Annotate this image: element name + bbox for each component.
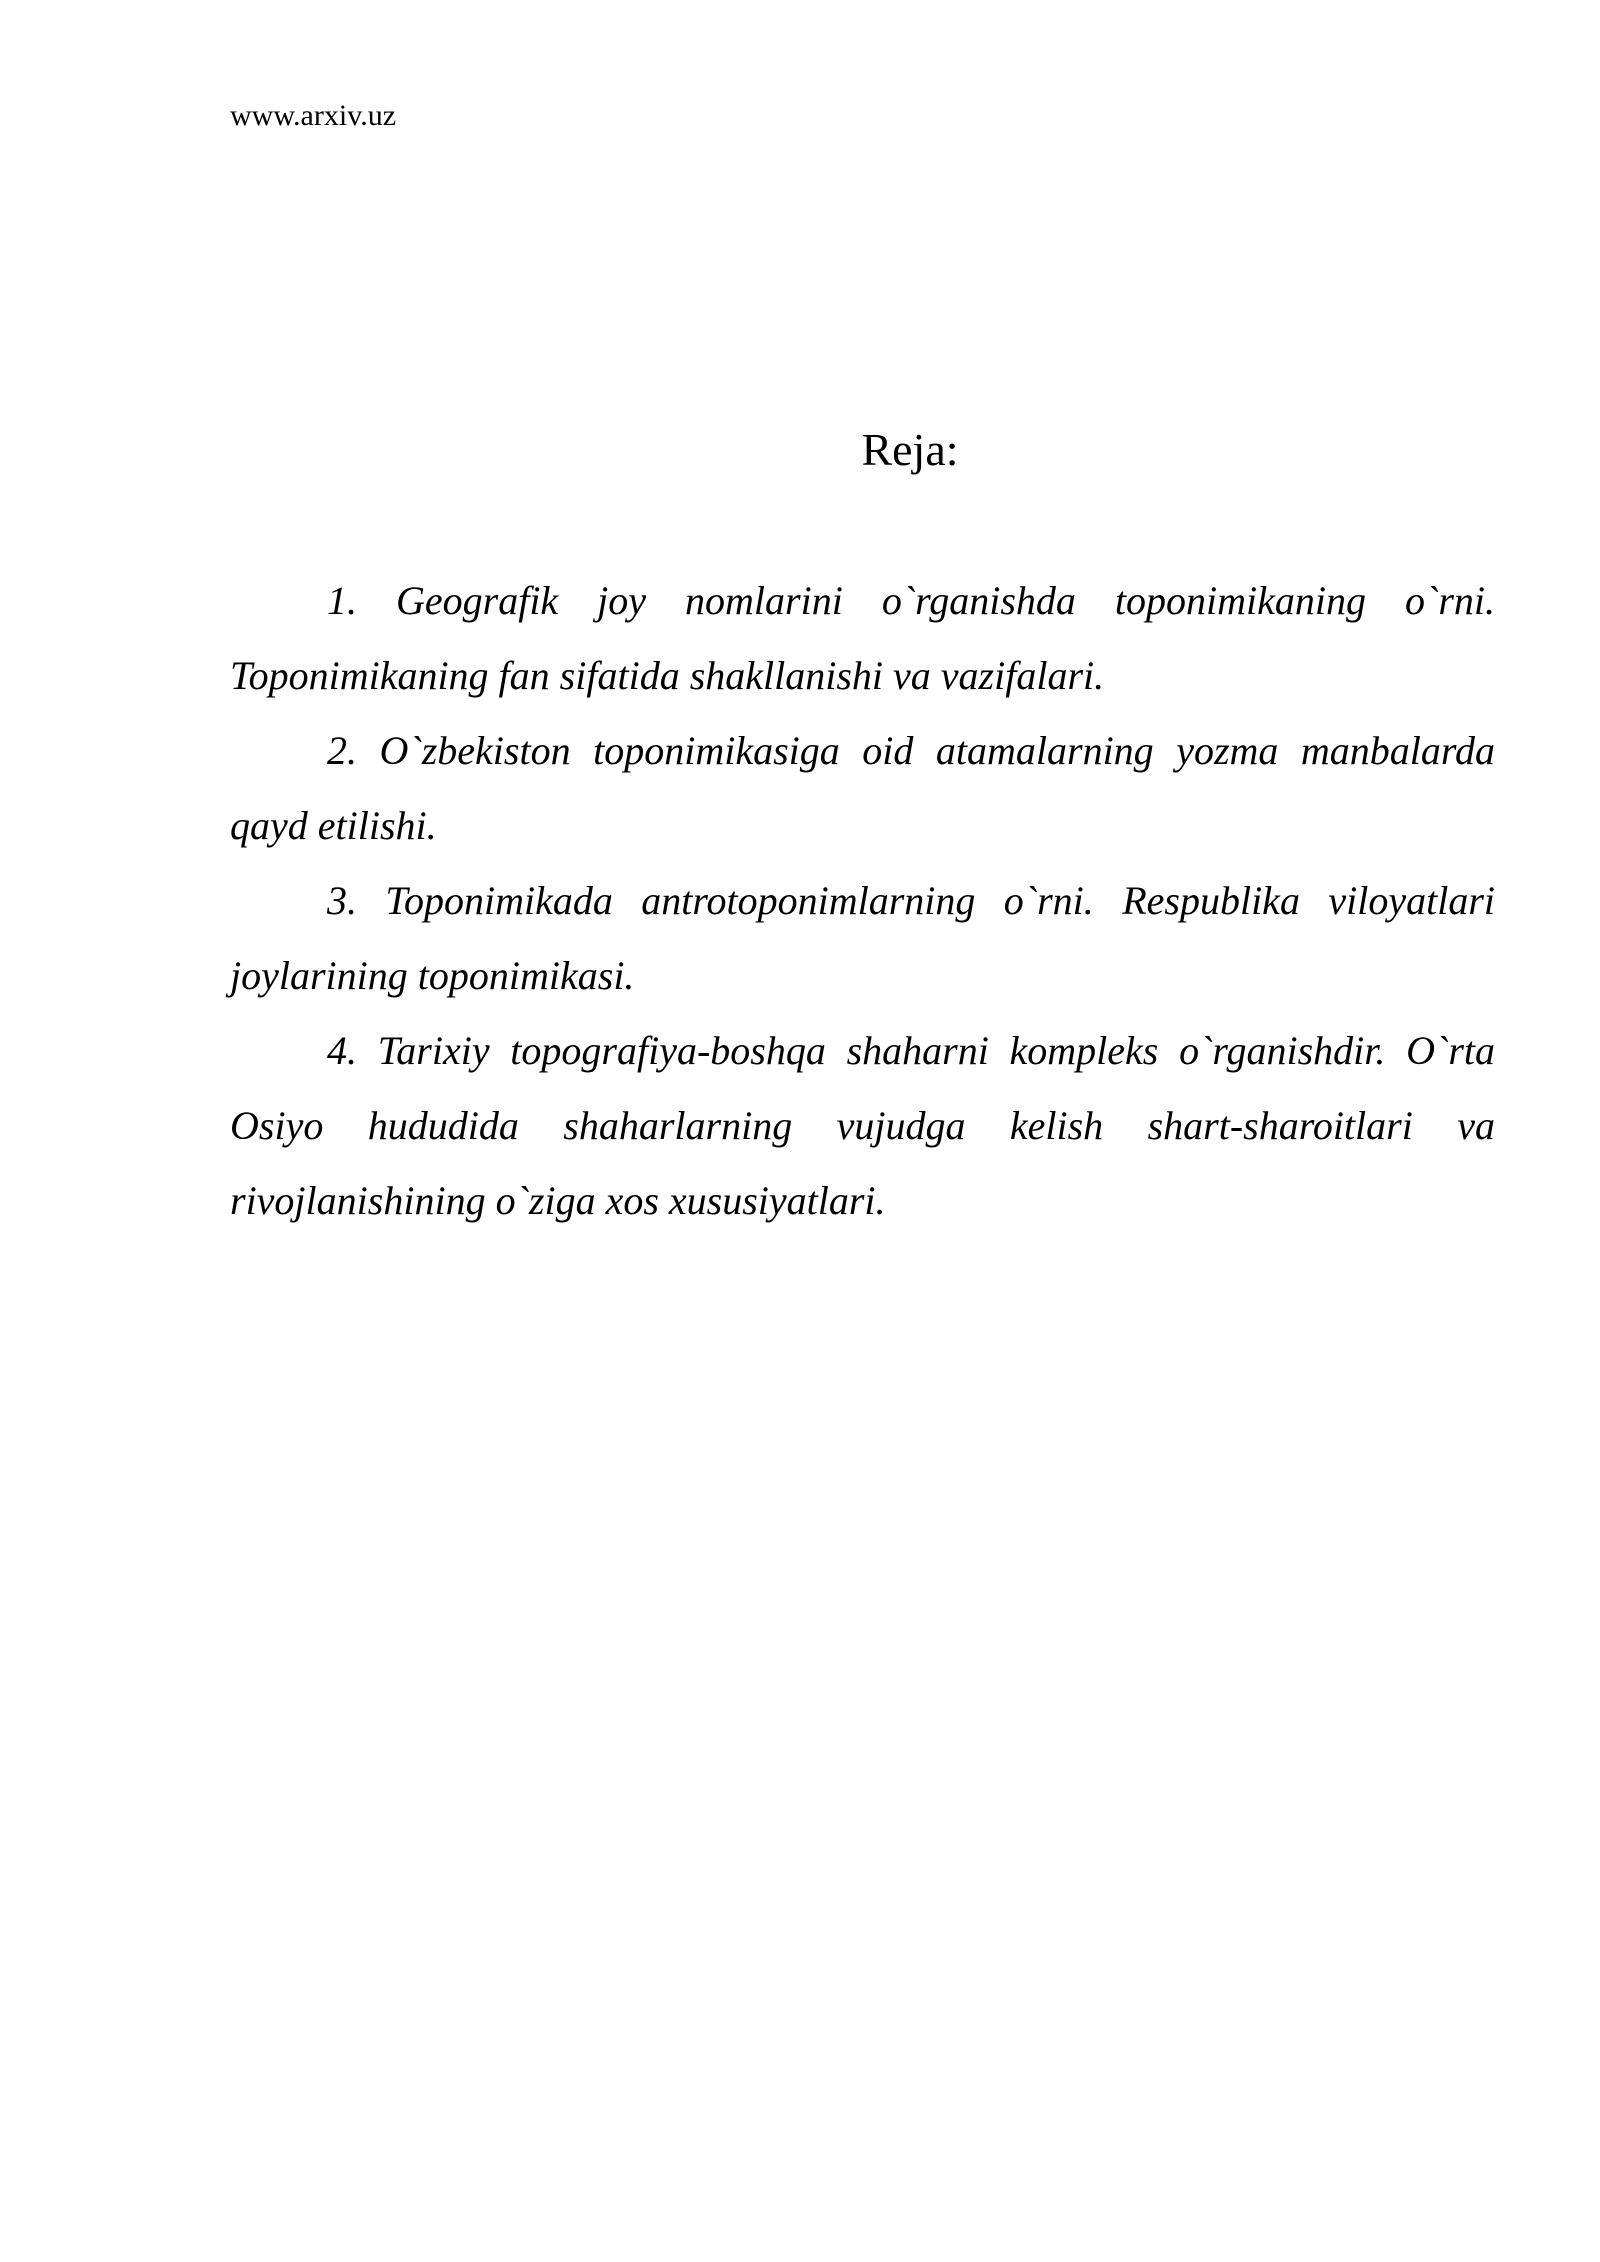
plan-item-4: 4. Tarixiy topografiya-boshqa shaharni kompleks o`rganishdir. O`rta Osiyo hududida shaharlarning vujudga kelish shart-sharoitlari va rivojlanishining o`ziga xos xususiyatlari. [230,1028,1495,1223]
site-header: www.arxiv.uz [230,99,397,132]
plan-list [230,563,1495,1238]
plan-item-1: 1. Geografik joy nomlarini o`rganishda toponimikaning o`rni. Toponimikaning fan sifatida shakllanishi va vazifalari. [230,578,1495,698]
plan-title: Reja: [861,424,959,475]
plan-item-3: 3. Toponimikada antrotoponimlarning o`rni. Respublika viloyatlari joylarining toponimikasi. [230,878,1495,998]
plan-item-2: 2. O`zbekiston toponimikasiga oid atamalarning yozma manbalarda qayd etilishi. [230,728,1495,848]
